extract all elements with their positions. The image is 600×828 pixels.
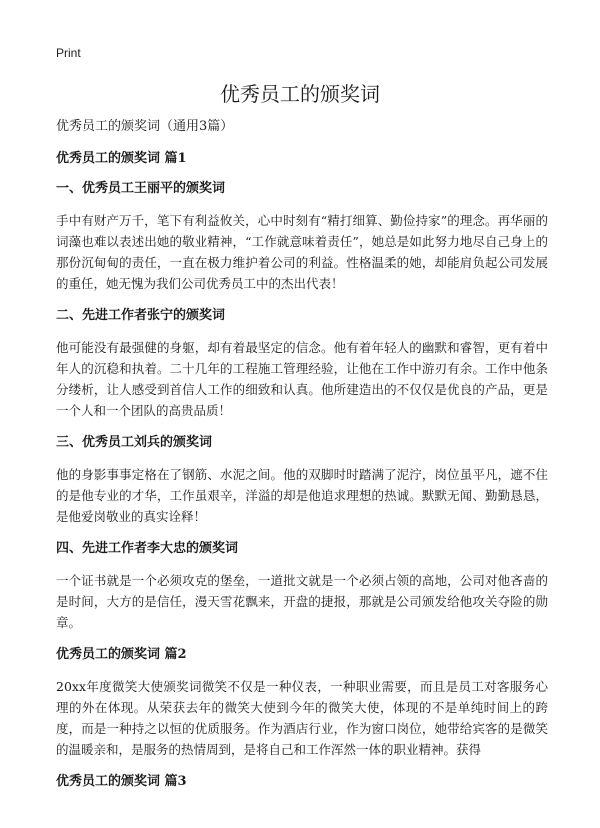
section-2 (56, 307, 548, 421)
page-title: 优秀员工的颁奖词 (220, 82, 380, 106)
section-paragraph: 他可能没有最强健的身躯，却有着最坚定的信念。他有着年轻人的幽默和睿智，更有着中年人的沉稳和执着。二十几年的工程施工管理经验，让他在工作中游刃有余。工作中他条分缕析，让人感受到首信人工作的细致和认真。他所建造出的不仅仅是优良的产品，更是一个人和一个团队的高贵品质！ (56, 340, 548, 418)
part-2 (56, 646, 548, 760)
section-heading: 三、优秀员工刘兵的颁奖词 (56, 435, 213, 450)
part-3 (56, 773, 548, 791)
section-paragraph: 手中有财产万千，笔下有利益攸关，心中时刻有“精打细算、勤俭持家”的理念。再华丽的词藻也难以表述出她的敬业精神，“工作就意味着责任”，她总是如此努力地尽自己身上的那份沉甸甸的责任，一直在极力维护着公司的利益。性格温柔的她，却能肩负起公司发展的重任，她无愧为我们公司优秀员工中的杰出代表！ (56, 213, 548, 291)
part-heading: 优秀员工的颁奖词 篇3 (56, 774, 187, 789)
section-heading: 四、先进工作者李大忠的颁奖词 (56, 541, 239, 556)
print-link[interactable]: Print (56, 46, 81, 60)
section-heading: 二、先进工作者张宁的颁奖词 (56, 308, 226, 323)
part-1 (56, 150, 548, 633)
section-4 (56, 540, 548, 633)
section-1 (56, 180, 548, 294)
document-body (56, 118, 548, 803)
section-paragraph: 一个证书就是一个必须攻克的堡垒，一道批文就是一个必须占领的高地，公司对他吝啬的是时间，大方的是信任，漫天雪花飘来，开盘的捷报，那就是公司颁发给他攻关夺险的勋章。 (56, 573, 548, 630)
part-heading: 优秀员工的颁奖词 篇2 (56, 647, 187, 662)
section-heading: 一、优秀员工王丽平的颁奖词 (56, 181, 226, 196)
part-heading: 优秀员工的颁奖词 篇1 (56, 151, 187, 166)
section-3 (56, 434, 548, 527)
section-paragraph: 20xx年度微笑大使颁奖词微笑不仅是一种仪表，一种职业需要，而且是员工对客服务心理的外在体现。从荣获去年的微笑大使到今年的微笑大使，体现的不是单纯时间上的跨度，而是一种持之以恒的优质服务。作为酒店行业，作为窗口岗位，她带给宾客的是微笑的温暖亲和，是服务的热情周到，是将自己和工作浑然一体的职业精神。获得 (56, 679, 548, 757)
section-paragraph: 他的身影事事定格在了钢筋、水泥之间。他的双脚时时踏满了泥泞，岗位虽平凡，遮不住的是他专业的才华，工作虽艰辛，洋溢的却是他追求理想的热诚。默默无闻、勤勤恳恳，是他爱岗敬业的真实诠释！ (56, 467, 548, 524)
document-subtitle: 优秀员工的颁奖词（通用3篇） (56, 119, 234, 134)
